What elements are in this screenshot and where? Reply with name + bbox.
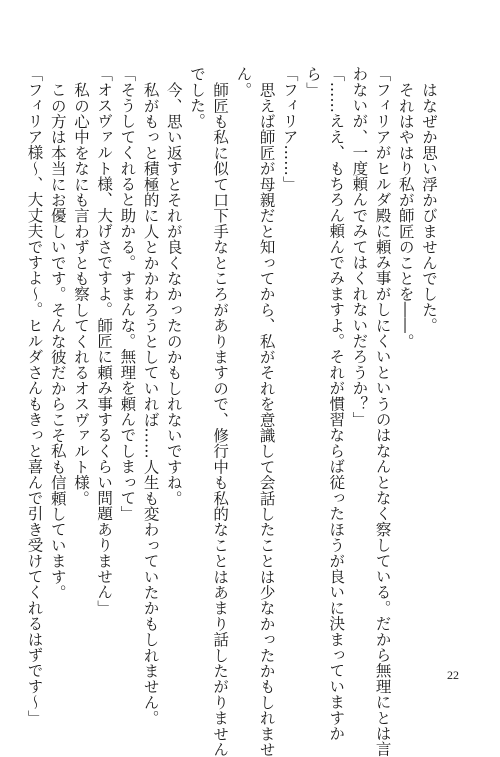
text-line: それはやはり私が師匠のことを――。: [396, 81, 415, 349]
text-line: はなぜか思い浮かびませんでした。: [420, 81, 438, 333]
text-line: 私がもっと積極的に人とかかわろうとしていれば……人生も変わっていたかもしれません。: [141, 81, 160, 726]
text-line: 「フィリア様～、大丈夫ですよ～。ヒルダさんもきっと喜んで引き受けてくれるはずです～」: [25, 66, 44, 726]
text-line: ん。: [234, 66, 253, 98]
text-line: 思えば師匠が母親だと知ってから、私がそれを意識して会話したことは少なかったかもしれませ: [257, 81, 276, 757]
text-line: この方は本当にお優しいです。そんな彼だからこそ私も信頼しています。: [48, 81, 67, 600]
text-line: 「……ええ、もちろん頼んでみますよ。それが慣習ならば従ったほうが良いに決まっていますか: [327, 66, 346, 742]
text-line: でした。: [187, 66, 206, 129]
text-line: 「そうしてくれると助かる。すまんな。無理を頼んでしまって」: [118, 66, 137, 522]
text-line: 「フィリアがヒルダ殿に頼み事がしにくいというのはなんとなく察している。だから無理にとは言: [373, 66, 392, 757]
text-line: 師匠も私に似て口下手なところがありますので、修行中も私的なことはあまり話したがりません: [211, 81, 230, 757]
vertical-text-block: [25, 66, 440, 757]
text-line: ら」: [303, 66, 322, 98]
text-line: 「フィリア……」: [280, 66, 299, 192]
text-line: 今、思い返すとそれが良くなかったのかもしれないですね。: [164, 81, 183, 506]
page-number: 22: [447, 668, 459, 682]
text-line: 私の心中をなにも言わずとも察してくれるオスヴァルト様。: [71, 81, 90, 506]
text-line: わないが、一度頼んでみてはくれないだろうか？」: [350, 66, 369, 428]
text-line: 「オスヴァルト様、大げさですよ。師匠に頼み事するくらい問題ありません」: [95, 66, 114, 616]
